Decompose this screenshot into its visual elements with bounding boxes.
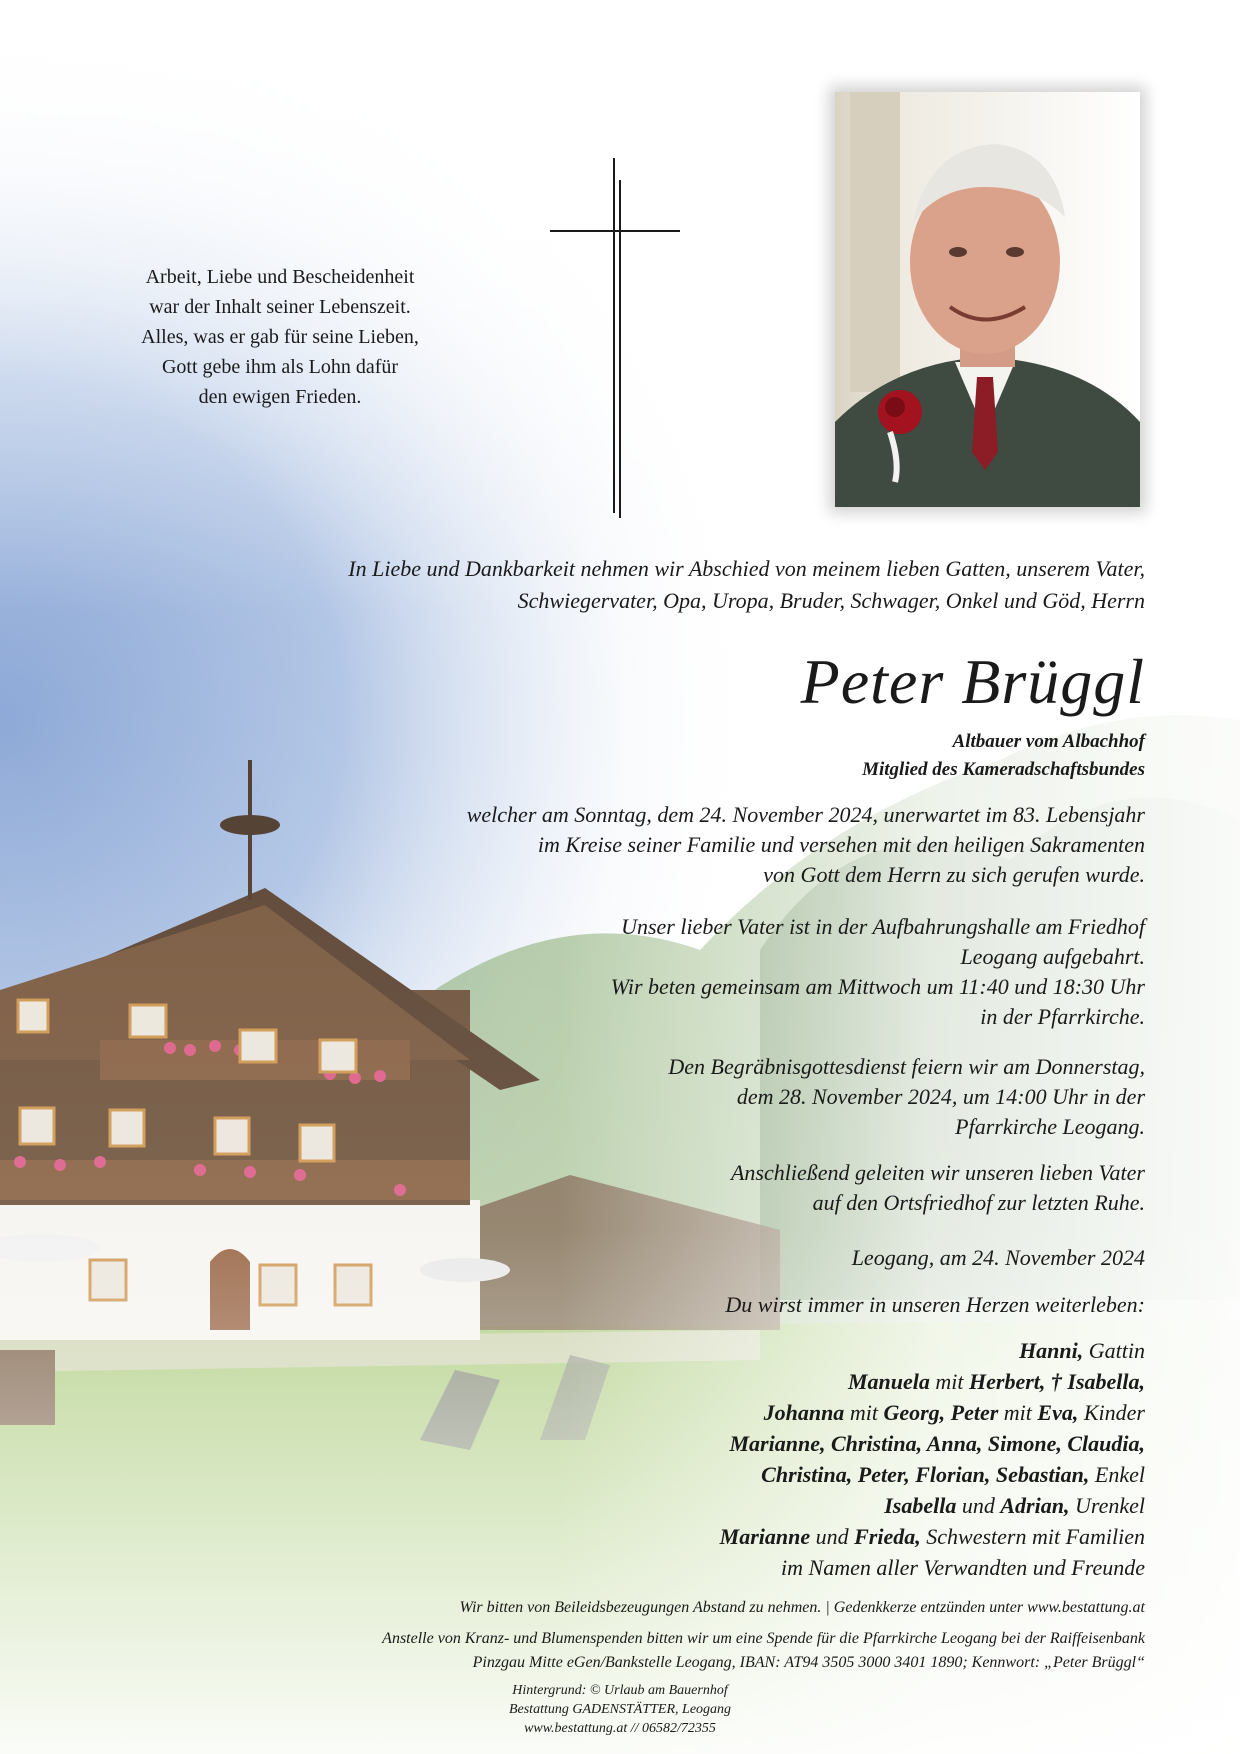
burial-info	[285, 1158, 1145, 1218]
cross-icon	[550, 158, 685, 518]
farewell-line: Du wirst immer in unseren Herzen weiterleben:	[725, 1292, 1145, 1317]
credit-line: Bestattung GADENSTÄTTER, Leogang	[508, 1702, 732, 1717]
title-line: Mitglied des Kameradschaftsbundes	[862, 759, 1145, 780]
text-line: Wir beten gemeinsam am Mittwoch um 11:40 und 18:30 Uhr	[610, 974, 1145, 999]
quote-line: war der Inhalt seiner Lebenszeit.	[149, 296, 411, 318]
intro-line: In Liebe und Dankbarkeit nehmen wir Abschied von meinem lieben Gatten, unserem Vater,	[348, 556, 1145, 581]
text-line: in der Pfarrkirche.	[980, 1004, 1145, 1029]
text-line: dem 28. November 2024, um 14:00 Uhr in der	[736, 1084, 1145, 1109]
text-line: Leogang aufgebahrt.	[960, 944, 1145, 969]
deceased-titles	[862, 728, 1145, 784]
death-notice	[285, 800, 1145, 890]
family-line: Marianne, Christina, Anna, Simone, Claudia,	[729, 1431, 1145, 1456]
text-line: welcher am Sonntag, dem 24. November 2024, unerwartet im 83. Lebensjahr	[466, 802, 1145, 827]
text-line: im Kreise seiner Familie und versehen mit den heiligen Sakramenten	[537, 832, 1145, 857]
text-line: Anschließend geleiten wir unseren lieben Vater	[730, 1160, 1145, 1185]
text-line: Unser lieber Vater ist in der Aufbahrungshalle am Friedhof	[621, 914, 1145, 939]
credit-line: www.bestattung.at // 06582/72355	[524, 1721, 716, 1736]
condolence-note: Wir bitten von Beileidsbezeugungen Abstand zu nehmen. | Gedenkkerze entzünden unter www.bestattung.at	[459, 1599, 1145, 1616]
family-list	[285, 1335, 1145, 1552]
credit-line: Hintergrund: © Urlaub am Bauernhof	[512, 1683, 728, 1698]
family-line: Hanni, Gattin	[1019, 1338, 1145, 1363]
title-line: Altbauer vom Albachhof	[952, 731, 1145, 752]
credits	[0, 1681, 1240, 1738]
quote-line: Alles, was er gab für seine Lieben,	[141, 326, 419, 348]
family-line: Manuela mit Herbert, † Isabella,	[847, 1369, 1145, 1394]
family-line: Johanna mit Georg, Peter mit Eva, Kinder	[763, 1400, 1145, 1425]
place-date: Leogang, am 24. November 2024	[851, 1245, 1145, 1270]
intro-text	[165, 553, 1145, 617]
deceased-name: Peter Brüggl	[800, 646, 1145, 717]
donation-note	[145, 1627, 1145, 1675]
family-line: Christina, Peter, Florian, Sebastian, Enkel	[761, 1462, 1145, 1487]
donation-line: Pinzgau Mitte eGen/Bankstelle Leogang, IBAN: AT94 3505 3000 3401 1890; Kennwort: „Peter Brüggl“	[472, 1654, 1145, 1671]
text-line: Pfarrkirche Leogang.	[955, 1114, 1145, 1139]
relatives-line: im Namen aller Verwandten und Freunde	[781, 1555, 1145, 1580]
text-line: auf den Ortsfriedhof zur letzten Ruhe.	[812, 1190, 1145, 1215]
family-line: Isabella und Adrian, Urenkel	[884, 1493, 1145, 1518]
text-line: von Gott dem Herrn zu sich gerufen wurde.	[763, 862, 1145, 887]
donation-line: Anstelle von Kranz- und Blumenspenden bitten wir um eine Spende für die Pfarrkirche Leogang bei der Raiffeisenbank	[382, 1630, 1145, 1647]
memorial-quote	[90, 262, 470, 412]
portrait-photo	[835, 92, 1140, 507]
quote-line: den ewigen Frieden.	[198, 386, 362, 408]
text-line: Den Begräbnisgottesdienst feiern wir am Donnerstag,	[668, 1054, 1145, 1079]
family-line: Marianne und Frieda, Schwestern mit Familien	[719, 1524, 1145, 1549]
quote-line: Arbeit, Liebe und Bescheidenheit	[145, 266, 415, 288]
quote-line: Gott gebe ihm als Lohn dafür	[161, 356, 399, 378]
intro-line: Schwiegervater, Opa, Uropa, Bruder, Schwager, Onkel und Göd, Herrn	[517, 588, 1145, 613]
viewing-info	[285, 912, 1145, 1032]
funeral-info	[285, 1052, 1145, 1142]
